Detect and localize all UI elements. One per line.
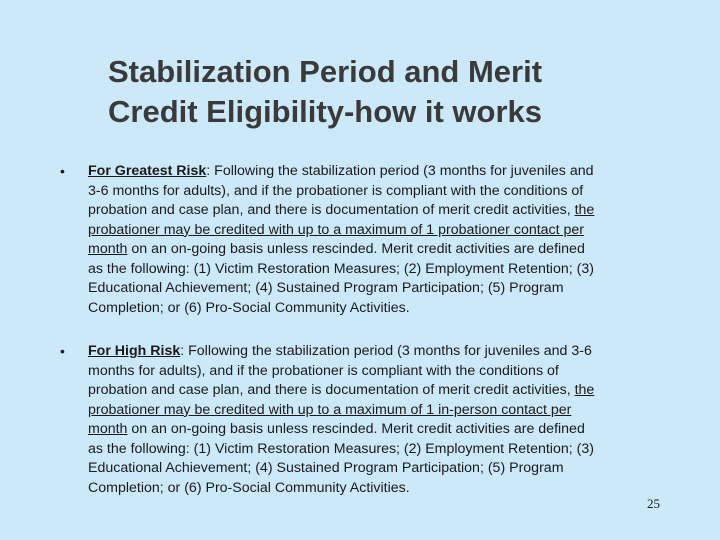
slide-title	[108, 52, 668, 132]
bullet-line: Completion; or (6) Pro-Social Community Activities.	[88, 299, 410, 316]
bullet-line	[88, 162, 668, 182]
underlined-text: month	[88, 241, 128, 257]
page-number: 25	[647, 496, 660, 511]
bullet-text: : Following the stabilization period (3 months for juveniles and 3-6	[180, 343, 592, 359]
bullet-line	[88, 342, 668, 362]
bullet-line: Educational Achievement; (4) Sustained Program Participation; (5) Program	[88, 460, 564, 476]
underlined-text: the	[574, 202, 595, 218]
bullet-text: : Following the stabilization period (3 months for juveniles and	[206, 163, 594, 179]
bullet-text: on an on-going basis unless rescinded. Merit credit activities are defined	[127, 241, 585, 257]
bullet-lead: For High Risk	[88, 343, 181, 359]
bullet-line: as the following: (1) Victim Restoration Measures; (2) Employment Retention; (3)	[88, 260, 594, 277]
bullet-line: as the following: (1) Victim Restoration Measures; (2) Employment Retention; (3)	[88, 440, 594, 457]
bullet-line	[88, 201, 668, 221]
title-line-1: Stabilization Period and Merit	[108, 54, 543, 89]
bullet-lead: For Greatest Risk	[88, 163, 207, 179]
bullet-line: Educational Achievement; (4) Sustained Program Participation; (5) Program	[88, 280, 564, 296]
bullet-line: Completion; or (6) Pro-Social Community Activities.	[88, 479, 410, 496]
underlined-line: probationer may be credited with up to a maximum of 1 in-person contact per	[88, 401, 572, 418]
bullet-line: 3-6 months for adults), and if the probationer is compliant with the conditions of	[88, 182, 584, 199]
bullet-text: probation and case plan, and there is documentation of merit credit activities,	[88, 382, 575, 398]
underlined-text: month	[88, 421, 128, 437]
bullet-text: probation and case plan, and there is documentation of merit credit activities,	[88, 202, 575, 218]
title-line-2: Credit Eligibility-how it works	[108, 94, 543, 129]
bullet-line: months for adults), and if the probationer is compliant with the conditions of	[88, 362, 559, 379]
bullet-text: on an on-going basis unless rescinded. Merit credit activities are defined	[127, 421, 585, 437]
underlined-text: the	[574, 382, 595, 398]
underlined-line: probationer may be credited with up to a maximum of 1 probationer contact per	[88, 221, 585, 238]
bullet-line	[88, 420, 668, 440]
bullet-line	[88, 381, 668, 401]
bullet-high-risk	[60, 342, 668, 498]
bullet-line	[88, 240, 668, 260]
bullet-marker: •	[60, 343, 65, 359]
bullet-marker: •	[60, 163, 65, 179]
bullet-greatest-risk	[60, 162, 668, 318]
